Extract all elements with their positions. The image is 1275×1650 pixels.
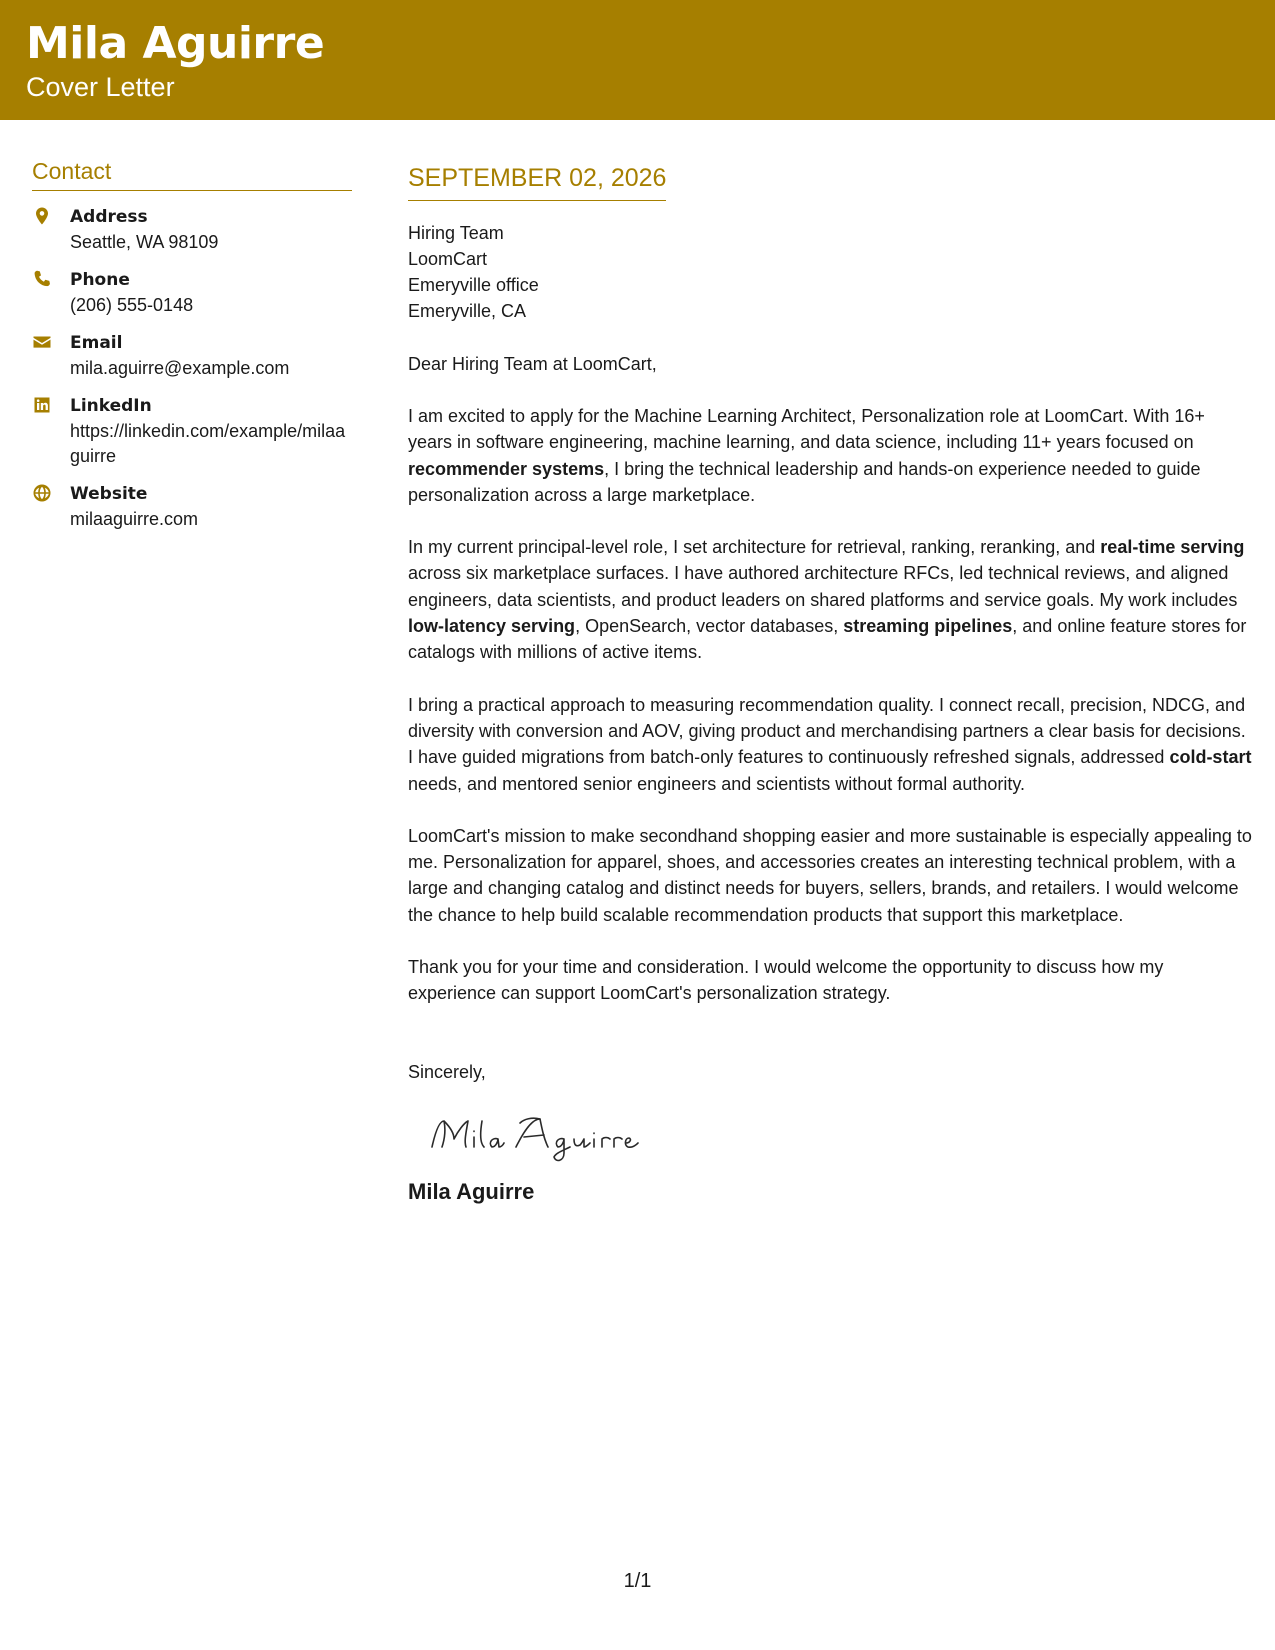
paragraph-text: I am excited to apply for the Machine Learning Architect, Personalization role at LoomCart. With 16+ years in software engineering, machine learning, and data science, including 11+ years focused on [408, 406, 1205, 453]
salutation: Dear Hiring Team at LoomCart, [408, 354, 657, 374]
contact-value: Seattle, WA 98109 [70, 232, 219, 252]
letter-paragraph [408, 692, 1253, 797]
contact-label: LinkedIn [70, 396, 152, 416]
recipient-line: Hiring Team [408, 223, 504, 243]
letter-paragraph [408, 954, 1253, 1007]
paragraph-text: across six marketplace surfaces. I have authored architecture RFCs, led technical reviews, and aligned engineers, data scientists, and product leaders on shared platforms and service goals. My work includes [408, 563, 1238, 610]
paragraph-text: , OpenSearch, vector databases, [575, 616, 844, 637]
signed-name: Mila Aguirre [408, 1178, 535, 1204]
emphasis-text: recommender systems [408, 458, 605, 479]
phone-icon [32, 268, 70, 289]
letter-paragraph [408, 823, 1253, 928]
letter-date: SEPTEMBER 02, 2026 [408, 166, 666, 201]
paragraph-text: , and online feature stores for catalogs with millions of active items. [408, 616, 1247, 663]
recipient-line: LoomCart [408, 249, 488, 269]
contact-value: mila.aguirre@example.com [70, 358, 290, 378]
closing: Sincerely, [408, 1061, 486, 1082]
paragraph-text: needs, and mentored senior engineers and scientists without formal authority. [408, 773, 1026, 794]
document-subtitle: Cover Letter [26, 72, 175, 102]
contact-value: (206) 555-0148 [70, 295, 194, 315]
globe-icon [32, 482, 70, 503]
contact-value: https://linkedin.com/example/milaaguirre [70, 421, 346, 466]
contact-item-address [32, 205, 352, 255]
map-pin-icon [32, 205, 70, 226]
recipient-line: Emeryville office [408, 275, 539, 295]
letter-paragraph [408, 403, 1253, 508]
contact-list [32, 205, 352, 532]
contact-label: Email [70, 333, 123, 353]
contact-value: milaaguirre.com [70, 509, 199, 529]
contact-item-phone [32, 268, 352, 318]
linkedin-icon [32, 394, 70, 415]
contact-heading: Contact [32, 160, 352, 191]
emphasis-text: streaming pipelines [843, 616, 1013, 637]
paragraph-text: In my current principal-level role, I set architecture for retrieval, ranking, reranking, and [408, 537, 1101, 558]
contact-item-linkedin [32, 394, 352, 469]
paragraph-text: LoomCart's mission to make secondhand shopping easier and more sustainable is especially appealing to me. Personalization for apparel, shoes, and accessories creates an interesting technical problem, with a large and changing catalog and distinct needs for buyers, sellers, brands, and retailers. I would welcome the chance to help build scalable recommendation products that support this marketplace. [408, 825, 1252, 925]
paragraph-text: , I bring the technical leadership and hands-on experience needed to guide personalization across a large marketplace. [408, 458, 1201, 505]
contact-sidebar [32, 160, 352, 545]
emphasis-text: low-latency serving [408, 616, 576, 637]
emphasis-text: real-time serving [1100, 537, 1245, 558]
contact-item-website [32, 482, 352, 532]
envelope-icon [32, 331, 70, 352]
contact-label: Website [70, 484, 148, 504]
emphasis-text: cold-start [1169, 747, 1252, 768]
header-banner [0, 0, 1275, 120]
letter-body [408, 166, 1253, 1203]
contact-label: Phone [70, 270, 130, 290]
letter-paragraphs [408, 403, 1253, 1007]
handwritten-signature [424, 1107, 664, 1167]
applicant-name: Mila Aguirre [26, 18, 325, 69]
letter-paragraph [408, 534, 1253, 665]
paragraph-text: Thank you for your time and consideration. I would welcome the opportunity to discuss how my experience can support LoomCart's personalization strategy. [408, 957, 1164, 1004]
contact-label: Address [70, 207, 148, 227]
paragraph-text: I bring a practical approach to measuring recommendation quality. I connect recall, precision, NDCG, and diversity with conversion and AOV, giving product and merchandising partners a clear basis for decisions. I have guided migrations from batch-only features to continuously refreshed signals, addressed [408, 694, 1246, 768]
recipient-line: Emeryville, CA [408, 301, 527, 321]
page-number: 1/1 [623, 1570, 652, 1592]
recipient-address [408, 220, 1253, 324]
contact-item-email [32, 331, 352, 381]
